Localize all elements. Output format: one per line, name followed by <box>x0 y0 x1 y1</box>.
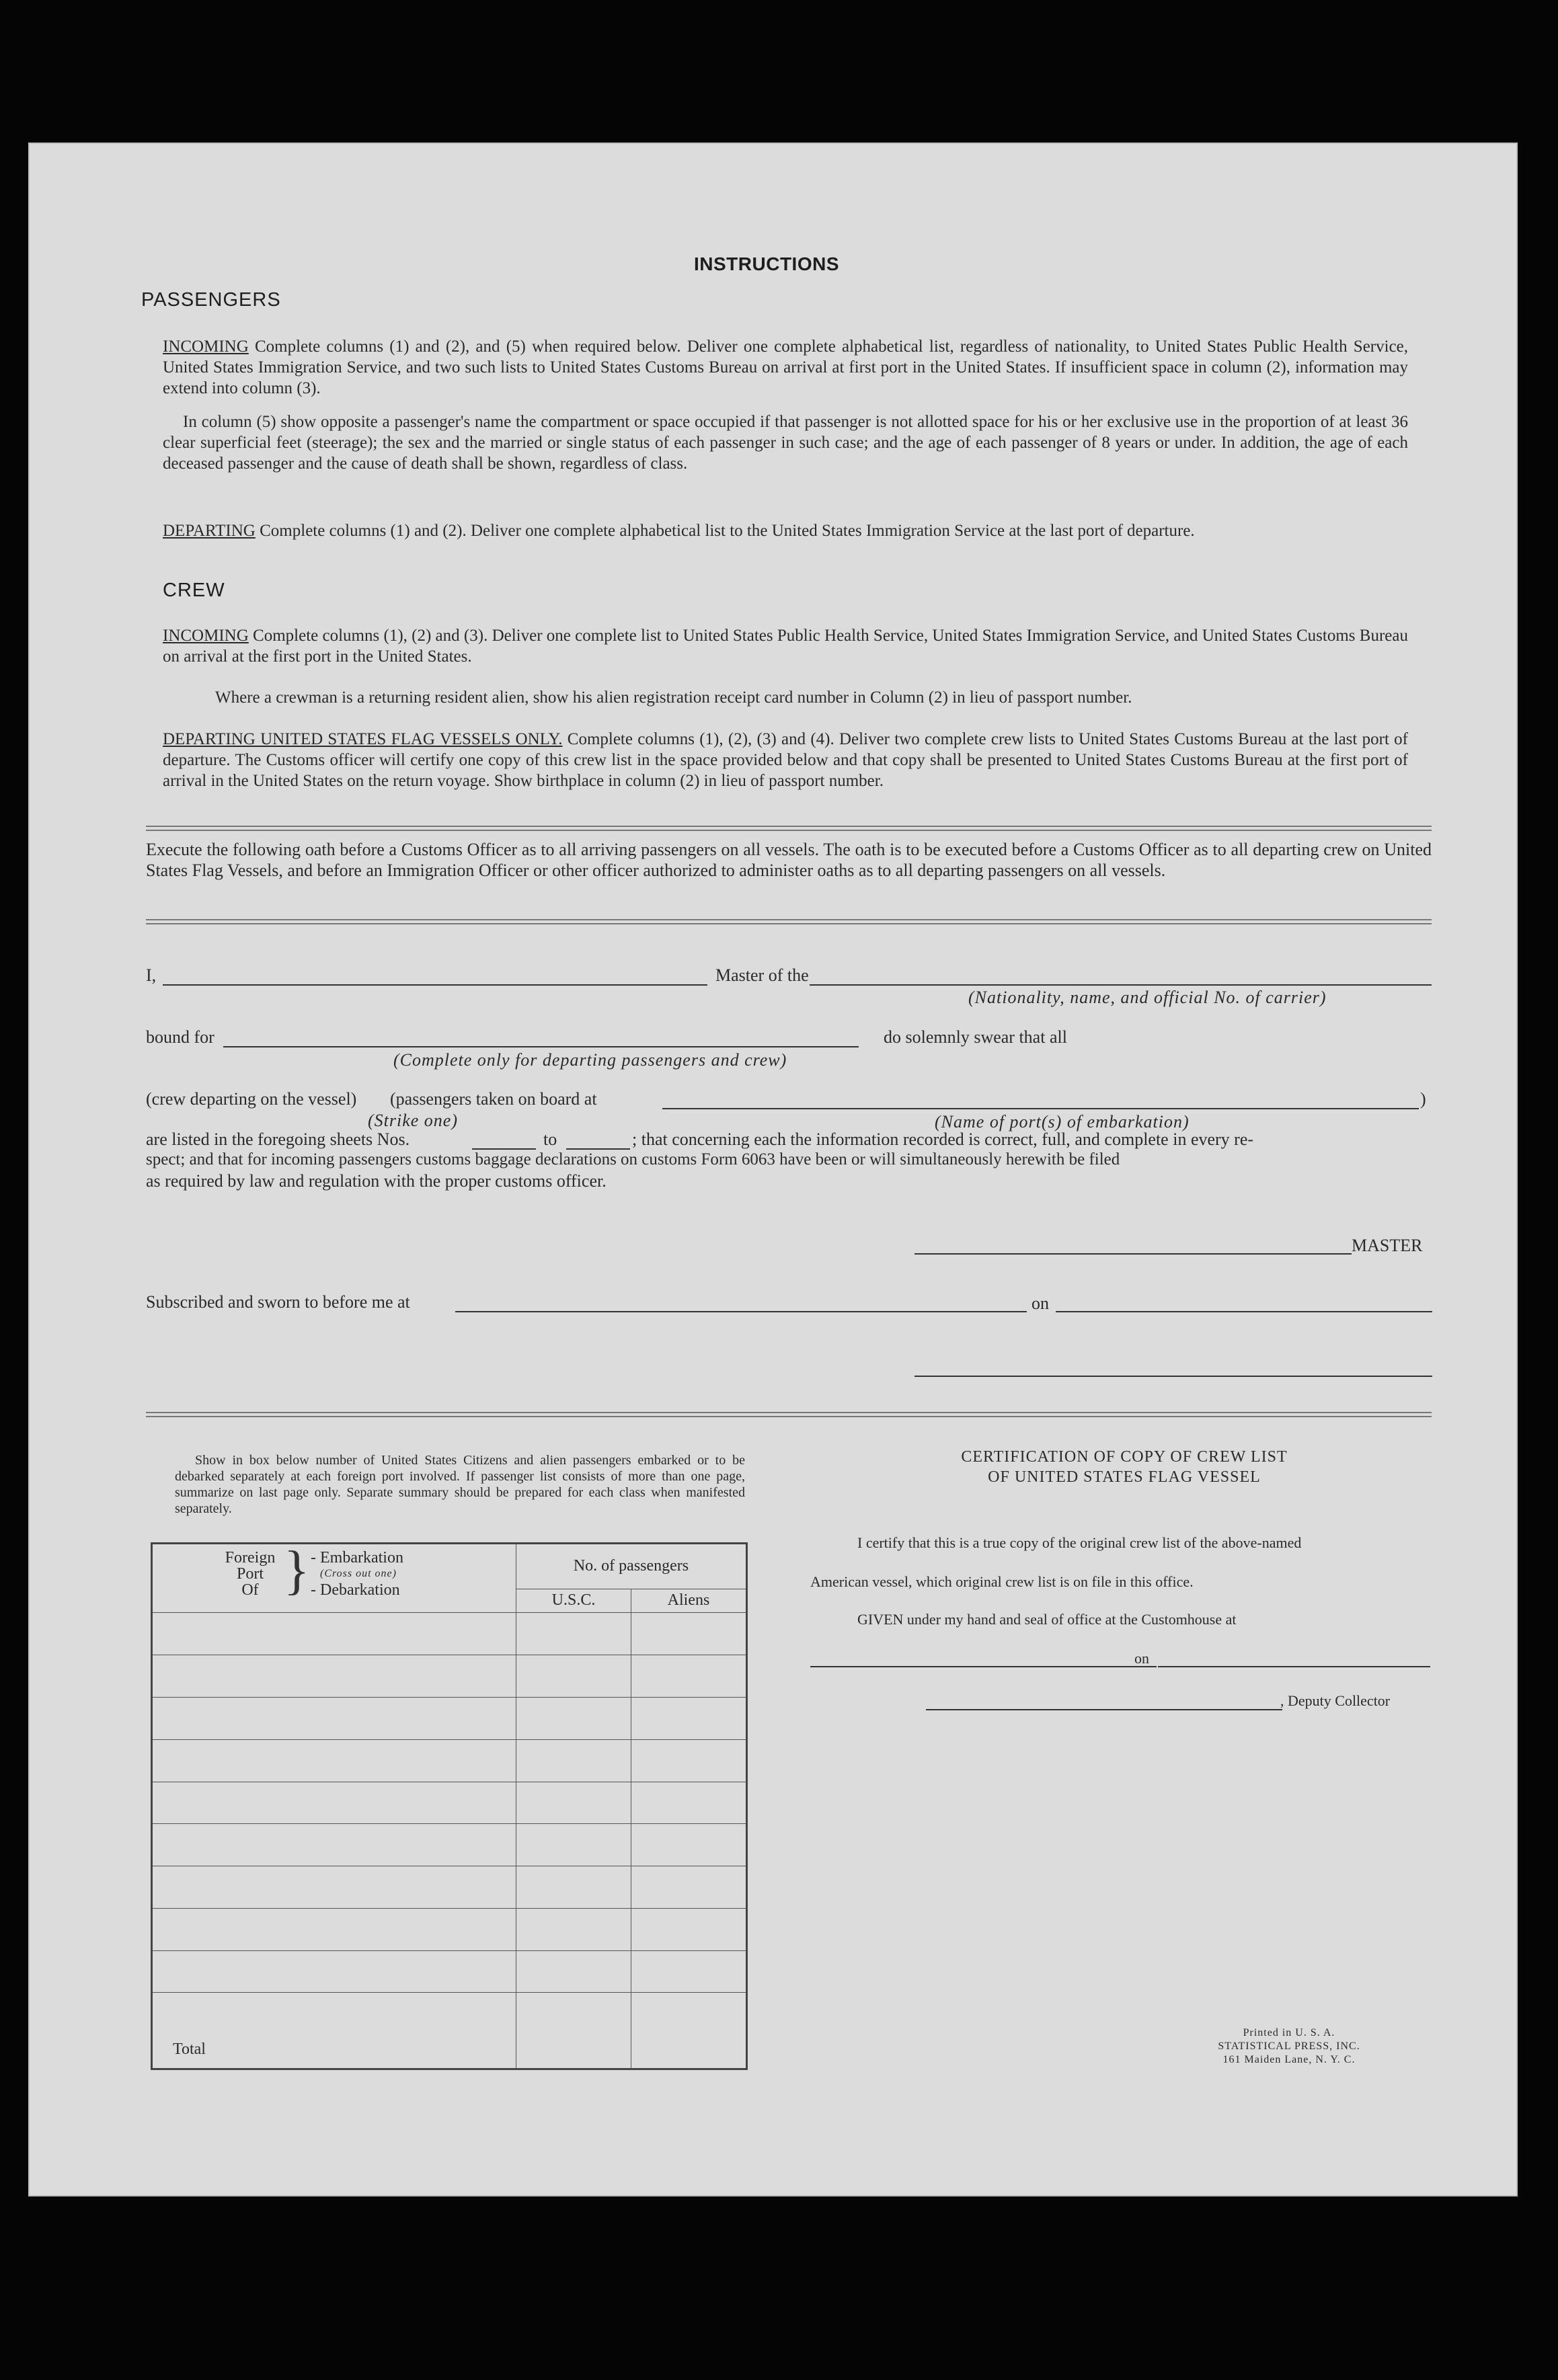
foreign-label: Foreign <box>225 1549 276 1566</box>
listed-suffix: ; that concerning each the information recorded is correct, full, and complete in every re- <box>632 1129 1254 1149</box>
passenger-summary-table <box>151 1542 748 2070</box>
aliens-total-cell[interactable] <box>631 1993 747 2069</box>
carrier-hint: (Nationality, name, and official No. of carrier) <box>968 988 1327 1007</box>
debarkation-label: - Debarkation <box>311 1581 400 1599</box>
port-cell[interactable] <box>152 1908 516 1950</box>
subscribed-on-label: on <box>1031 1294 1049 1313</box>
summary-instructions: Show in box below number of United States Citizens and alien passengers embarked or to be debarked separately at each foreign port involved. If passenger list consists of more than one page, summarize on last page only. Separate summary should be prepared for each class when manifested separately. <box>175 1453 745 1516</box>
port-cell[interactable] <box>152 1739 516 1782</box>
port-cell[interactable] <box>152 1655 516 1698</box>
usc-cell[interactable] <box>516 1782 631 1824</box>
crew-incoming-paragraph <box>163 625 1408 667</box>
divider-double <box>146 1412 1432 1417</box>
certification-title-line1: CERTIFICATION OF COPY OF CREW LIST <box>961 1448 1288 1466</box>
usc-total-cell[interactable] <box>516 1993 631 2069</box>
master-name-field[interactable] <box>163 984 707 986</box>
certification-date-field[interactable] <box>1158 1666 1430 1667</box>
aliens-cell[interactable] <box>631 1782 747 1824</box>
usc-cell[interactable] <box>516 1739 631 1782</box>
crew-incoming-lead: INCOMING <box>163 627 249 645</box>
aliens-cell[interactable] <box>631 1908 747 1950</box>
usc-cell[interactable] <box>516 1613 631 1655</box>
subscribed-label: Subscribed and sworn to before me at <box>146 1292 410 1312</box>
port-hint: (Name of port(s) of embarkation) <box>935 1112 1190 1132</box>
swear-label: do solemnly swear that all <box>884 1027 1067 1047</box>
aliens-cell[interactable] <box>631 1866 747 1909</box>
oath-i-label: I, <box>146 965 157 985</box>
passengers-departing-text: Complete columns (1) and (2). Deliver one complete alphabetical list to the United States Immigration Service at the last port of departure. <box>260 522 1195 540</box>
usc-cell[interactable] <box>516 1697 631 1739</box>
usc-cell[interactable] <box>516 1908 631 1950</box>
foreign-port-header <box>152 1541 516 1613</box>
deputy-signature-field[interactable] <box>926 1709 1282 1710</box>
listed-line2: spect; and that for incoming passengers customs baggage declarations on customs Form 6063 have been or will simultaneously herewith be filed <box>146 1150 1120 1168</box>
port-cell[interactable] <box>152 1697 516 1739</box>
bound-for-field[interactable] <box>223 1046 859 1047</box>
officer-signature-field[interactable] <box>914 1376 1432 1377</box>
crew-flag-paragraph <box>163 729 1408 791</box>
crew-returning-paragraph: Where a crewman is a returning resident alien, show his alien registration receipt card number in Column (2) in lieu of passport number. <box>215 688 1132 707</box>
sheet-from-field[interactable] <box>472 1148 536 1150</box>
close-paren: ) <box>1420 1089 1426 1109</box>
passengers-heading: PASSENGERS <box>141 289 281 311</box>
subscribed-place-field[interactable] <box>455 1311 1027 1312</box>
passengers-column5-paragraph: In column (5) show opposite a passenger's name the compartment or space occupied if that passenger is not allotted space for his or her exclusive use in the proportion of at least 36 clear superficial feet (steerage); the sex and the married or single status of each passenger in such case; and the age of each passenger of 8 years or under. In addition, the age of each deceased passenger and the cause of death shall be shown, regardless of class. <box>163 413 1408 473</box>
passengers-incoming-lead: INCOMING <box>163 338 249 356</box>
crew-flag-text: Complete columns (1), (2), (3) and (4). Deliver two complete crew lists to United States Customs Bureau at the last port of departure. The Customs officer will certify one copy of this crew list in the space provided below and that copy shall be presented to United States Customs Bureau at the first port of arrival in the United States on the return voyage. Show birthplace in column (2) in lieu of passport number. <box>163 730 1408 790</box>
aliens-header: Aliens <box>631 1589 747 1613</box>
port-cell[interactable] <box>152 1866 516 1909</box>
aliens-cell[interactable] <box>631 1613 747 1655</box>
strike-hint: (Strike one) <box>368 1111 459 1130</box>
master-of-the-label: Master of the <box>715 965 809 985</box>
carrier-field[interactable] <box>810 984 1432 986</box>
usc-cell[interactable] <box>516 1824 631 1866</box>
passengers-incoming-paragraph <box>163 336 1408 399</box>
aliens-cell[interactable] <box>631 1739 747 1782</box>
sheets-label: are listed in the foregoing sheets Nos. <box>146 1129 410 1149</box>
form-sheet <box>28 143 1518 2196</box>
total-label: Total <box>152 1993 516 2069</box>
no-of-passengers-header: No. of passengers <box>516 1544 747 1589</box>
divider-double <box>146 919 1432 924</box>
passengers-departing-lead: DEPARTING <box>163 522 256 540</box>
bound-for-label: bound for <box>146 1027 215 1047</box>
passengers-taken-option: (passengers taken on board at <box>390 1089 597 1109</box>
usc-cell[interactable] <box>516 1950 631 1993</box>
crew-departing-option: (crew departing on the vessel) <box>146 1089 357 1109</box>
crew-heading: CREW <box>163 580 225 601</box>
embarkation-label: - Embarkation <box>311 1549 403 1566</box>
of-label: Of <box>241 1581 259 1599</box>
cross-out-hint: (Cross out one) <box>320 1568 397 1579</box>
certification-title <box>875 1447 1373 1487</box>
certification-title-line2: OF UNITED STATES FLAG VESSEL <box>988 1468 1261 1486</box>
printer-imprint <box>1185 2026 1393 2067</box>
usc-header: U.S.C. <box>516 1589 631 1613</box>
aliens-cell[interactable] <box>631 1950 747 1993</box>
port-cell[interactable] <box>152 1950 516 1993</box>
subscribed-date-field[interactable] <box>1056 1311 1432 1312</box>
printer-line2: STATISTICAL PRESS, INC. <box>1218 2040 1360 2052</box>
sheet-to-label: to <box>543 1129 557 1149</box>
embarkation-port-field[interactable] <box>662 1108 1419 1109</box>
bound-for-hint: (Complete only for departing passengers and crew) <box>393 1050 787 1070</box>
divider-double <box>146 826 1432 831</box>
port-cell[interactable] <box>152 1824 516 1866</box>
aliens-cell[interactable] <box>631 1655 747 1698</box>
deputy-collector-label: , Deputy Collector <box>1280 1692 1391 1709</box>
customhouse-field[interactable] <box>810 1666 1157 1667</box>
listed-line3: as required by law and regulation with the proper customs officer. <box>146 1171 607 1191</box>
certify-line1: I certify that this is a true copy of the original crew list of the above-named <box>857 1534 1302 1551</box>
printer-line1: Printed in U. S. A. <box>1243 2027 1335 2038</box>
certification-on-label: on <box>1134 1650 1149 1667</box>
aliens-cell[interactable] <box>631 1824 747 1866</box>
brace-icon: } <box>284 1541 310 1600</box>
passengers-incoming-text: Complete columns (1) and (2), and (5) when required below. Deliver one complete alphabetical list, regardless of nationality, to United States Public Health Service, United States Immigration Service, and two such lists to United States Customs Bureau on arrival at first port in the United States. If insufficient space in column (2), information may extend into column (3). <box>163 338 1409 397</box>
crew-flag-lead: DEPARTING UNITED STATES FLAG VESSELS ONLY. <box>163 730 563 748</box>
master-signature-field[interactable] <box>914 1253 1352 1255</box>
oath-intro-paragraph: Execute the following oath before a Customs Officer as to all arriving passengers on all vessels. The oath is to be executed before a Customs Officer as to all departing crew on United States Flag Vessels, and before an Immigration Officer or other officer authorized to administer oaths as to all departing passengers on all vessels. <box>146 840 1432 880</box>
sheet-to-field[interactable] <box>566 1148 630 1150</box>
usc-cell[interactable] <box>516 1866 631 1909</box>
given-line: GIVEN under my hand and seal of office at the Customhouse at <box>857 1611 1237 1628</box>
printer-line3: 161 Maiden Lane, N. Y. C. <box>1222 2054 1356 2065</box>
page-title: INSTRUCTIONS <box>694 253 839 274</box>
port-cell[interactable] <box>152 1613 516 1655</box>
port-label: Port <box>236 1565 264 1583</box>
crew-incoming-text: Complete columns (1), (2) and (3). Deliver one complete list to United States Public Health Service, United States Immigration Service, and United States Customs Bureau on arrival at the first port in the United States. <box>163 627 1408 666</box>
passengers-departing-paragraph <box>163 520 1408 541</box>
usc-cell[interactable] <box>516 1655 631 1698</box>
aliens-cell[interactable] <box>631 1697 747 1739</box>
master-label: MASTER <box>1352 1236 1423 1255</box>
certify-line2: American vessel, which original crew list is on file in this office. <box>810 1573 1194 1590</box>
port-cell[interactable] <box>152 1782 516 1824</box>
